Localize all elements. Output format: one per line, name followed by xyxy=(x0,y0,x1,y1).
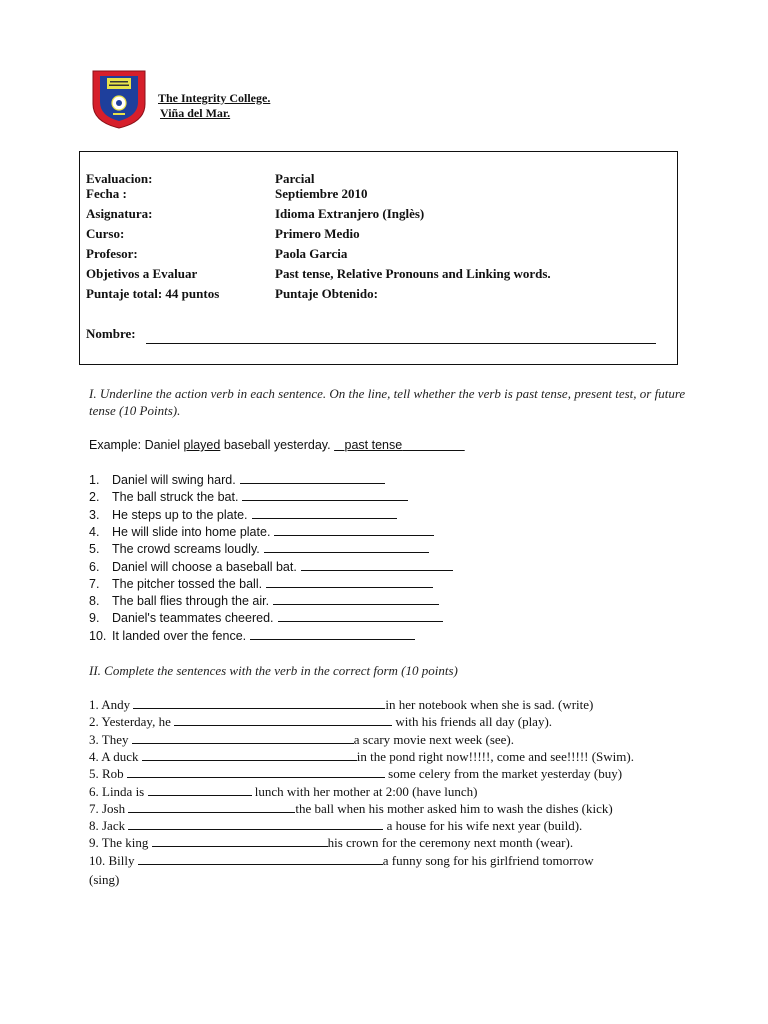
item-number: 8. xyxy=(89,594,100,609)
item-prefix: 8. Jack xyxy=(89,818,129,834)
example-mid: baseball yesterday. xyxy=(220,438,335,452)
answer-blank[interactable] xyxy=(274,524,434,536)
item-prefix: 9. The king xyxy=(89,835,152,851)
item-prefix: 10. Billy xyxy=(89,852,138,868)
example-prefix: Example: Daniel xyxy=(89,438,184,452)
answer-blank[interactable] xyxy=(138,853,383,865)
item-number: 6. xyxy=(89,559,100,574)
item-number: 9. xyxy=(89,611,100,626)
section1-item xyxy=(89,472,385,487)
section2-item xyxy=(89,732,514,748)
item-prefix: 4. A duck xyxy=(89,748,142,764)
objetivos-value: Past tense, Relative Pronouns and Linking words. xyxy=(275,266,551,281)
evaluacion-value: Parcial xyxy=(275,171,315,186)
section2-item xyxy=(89,801,613,817)
section2-instructions: II. Complete the sentences with the verb in the correct form (10 points) xyxy=(89,663,458,678)
answer-blank[interactable] xyxy=(128,818,383,830)
item-number: 5. xyxy=(89,542,100,557)
answer-blank[interactable] xyxy=(250,628,415,640)
section1-item xyxy=(89,593,439,608)
item-number: 2. xyxy=(89,490,100,505)
school-name: The Integrity College. xyxy=(158,91,271,105)
section1-item xyxy=(89,559,453,574)
item-sentence: The ball flies through the air. xyxy=(112,594,270,609)
answer-blank[interactable] xyxy=(301,559,453,571)
fecha-label: Fecha : xyxy=(86,186,127,201)
item-suffix: in her notebook when she is sad. (write) xyxy=(385,697,594,712)
item-sentence: He will slide into home plate. xyxy=(112,524,271,539)
answer-blank[interactable] xyxy=(128,801,295,813)
item-sentence: Daniel will swing hard. xyxy=(112,473,236,487)
section1-item xyxy=(89,524,434,539)
item-number: 4. xyxy=(89,524,100,539)
answer-blank[interactable] xyxy=(242,489,408,501)
item-sentence: Daniel's teammates cheered. xyxy=(112,611,274,626)
nombre-label: Nombre: xyxy=(86,326,136,341)
answer-blank[interactable] xyxy=(142,749,357,761)
item-suffix: some celery from the market yesterday (buy) xyxy=(384,766,623,782)
puntaje-obtenido: Puntaje Obtenido: xyxy=(275,286,378,301)
section1-item xyxy=(89,610,443,625)
item-prefix: 5. Rob xyxy=(89,766,127,782)
section1-item xyxy=(89,489,408,504)
item-prefix: 6. Linda is xyxy=(89,783,148,799)
fecha-value: Septiembre 2010 xyxy=(275,186,368,201)
evaluation-info-box xyxy=(79,151,678,365)
answer-blank[interactable] xyxy=(240,472,385,484)
item-number: 7. xyxy=(89,576,100,591)
item-number: 1. xyxy=(89,473,100,487)
item-prefix: 3. They xyxy=(89,731,132,747)
curso-label: Curso: xyxy=(86,226,125,241)
asignatura-value: Idioma Extranjero (Inglès) xyxy=(275,206,425,221)
section2-item-10-continuation: (sing) xyxy=(89,872,120,887)
item-suffix: a house for his wife next year (build). xyxy=(383,818,583,834)
item-sentence: The pitcher tossed the ball. xyxy=(112,576,263,591)
section2-item xyxy=(89,818,582,834)
section2-item xyxy=(89,784,478,800)
answer-blank[interactable] xyxy=(152,835,328,847)
answer-blank[interactable] xyxy=(133,697,385,709)
example-line xyxy=(89,438,465,452)
section1-item xyxy=(89,541,429,556)
item-sentence: It landed over the fence. xyxy=(112,628,247,643)
item-sentence: The crowd screams loudly. xyxy=(112,542,260,557)
answer-blank[interactable] xyxy=(127,766,385,778)
answer-blank[interactable] xyxy=(278,610,443,622)
item-suffix: his crown for the ceremony next month (wear). xyxy=(327,835,574,851)
example-answer: past tense xyxy=(344,438,403,452)
section1-item xyxy=(89,507,397,522)
school-city: Viña del Mar. xyxy=(160,106,231,120)
item-sentence: Daniel will choose a baseball bat. xyxy=(112,559,297,574)
nombre-blank-line[interactable] xyxy=(146,331,656,344)
section2-item xyxy=(89,697,593,713)
answer-blank[interactable] xyxy=(264,541,429,553)
section2-item xyxy=(89,766,622,782)
section2-item xyxy=(89,749,634,765)
section2-item xyxy=(89,714,552,730)
section1-instructions: I. Underline the action verb in each sentence. On the line, tell whether the verb is past tense, present test, or future tense (10 Points). xyxy=(89,386,686,418)
answer-blank[interactable] xyxy=(266,576,433,588)
section1-item xyxy=(89,628,415,643)
item-sentence: The ball struck the bat. xyxy=(112,490,239,505)
evaluacion-label: Evaluacion: xyxy=(86,171,153,186)
answer-blank[interactable] xyxy=(132,732,354,744)
section2-item xyxy=(89,853,594,869)
item-suffix: with his friends all day (play). xyxy=(392,714,553,730)
curso-value: Primero Medio xyxy=(275,226,360,241)
item-prefix: 2. Yesterday, he xyxy=(89,714,175,730)
item-suffix: lunch with her mother at 2:00 (have lunch) xyxy=(251,783,478,799)
section2-item xyxy=(89,835,573,851)
profesor-value: Paola Garcia xyxy=(275,246,348,261)
answer-blank[interactable] xyxy=(273,593,439,605)
item-sentence: He steps up to the plate. xyxy=(112,507,248,522)
answer-blank[interactable] xyxy=(148,784,252,796)
answer-blank[interactable] xyxy=(252,507,397,519)
objetivos-label: Objetivos a Evaluar xyxy=(86,266,198,281)
item-prefix: 1. Andy xyxy=(89,697,134,712)
school-crest-logo xyxy=(90,68,148,130)
item-number: 3. xyxy=(89,507,100,522)
puntaje-total: Puntaje total: 44 puntos xyxy=(86,286,220,301)
item-prefix: 7. Josh xyxy=(89,800,129,816)
profesor-label: Profesor: xyxy=(86,246,138,261)
item-suffix: a scary movie next week (see). xyxy=(353,731,514,747)
item-number: 10. xyxy=(89,628,107,643)
item-suffix: a funny song for his girlfriend tomorrow xyxy=(382,852,594,868)
item-suffix: in the pond right now!!!!!, come and see!!!!! (Swim). xyxy=(356,748,634,764)
section1-item xyxy=(89,576,433,591)
item-suffix: the ball when his mother asked him to wash the dishes (kick) xyxy=(295,800,613,816)
asignatura-label: Asignatura: xyxy=(86,206,153,221)
answer-blank[interactable] xyxy=(174,714,392,726)
example-verb: played xyxy=(183,438,221,452)
